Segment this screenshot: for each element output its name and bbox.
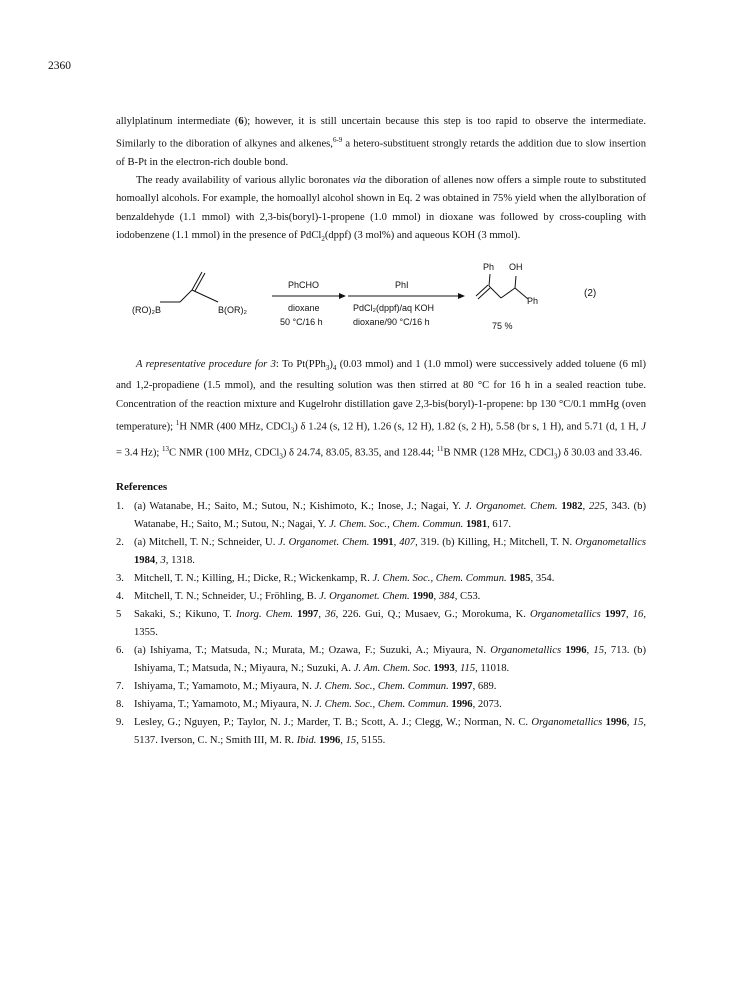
- paragraph-1: allylplatinum intermediate (6); however, it is still uncertain because this step is too rapid to observe the intermediate. Similarly to the diboration of alkynes and alkenes,$^{6-9}$ a hetero-substituent strongly retards the addition due to slow insertion of B-Pt in the electron-rich double bond.: [116, 116, 647, 168]
- step2-reagent-label: PhI: [395, 280, 409, 290]
- step1-conditions-label: 50 °C/16 h: [280, 317, 323, 327]
- procedure-paragraph: A representative procedure for 3: To $Pt(PPh_3)_4$ (0.03 mmol) and 1 (1.0 mmol) were successively added toluene (6 ml) and 1,2-propadiene (1.5 mmol), and the resulting solution was then stirred at 80 °C for 16 h in a sealed reaction tube. Concentration of the reaction mixture and Kugelrohr distillation gave 2,3-bis(boryl)-1-propene: bp 130 °C/0.1 mmHg (oven temperature); $^1$H NMR (400 MHz, CDCl$_3$) δ 1.24 (s, 12 H), 1.26 (s, 12 H), 1.82 (s, 2 H), 5.58 (br s, 1 H), and 5.71 (d, 1 H, J = 3.4 Hz); $^{13}$C NMR (100 MHz, CDCl$_3$) δ 24.74, 83.05, 83.35, and 128.44; $^{11}$B NMR (128 MHz, CDCl$_3$) δ 30.03 and 33.46.: [116, 359, 646, 461]
- references-title: References: [116, 481, 168, 493]
- reactant-left-label: (RO)₂B: [132, 305, 161, 315]
- reference-item: 2. (a) Mitchell, T. N.; Schneider, U. J. Organomet. Chem. 1991, 407, 319. (b) Killing, H.; Mitchell, T. N. Organometallics 1984, 3, 1318.: [116, 537, 646, 566]
- product-bond-2: [489, 274, 490, 286]
- body-text: [116, 113, 646, 248]
- step1-reagent-label: PhCHO: [288, 280, 320, 290]
- reactant-right-label: B(OR)₂: [218, 305, 247, 315]
- reaction-scheme: [110, 262, 630, 346]
- reference-item: 3. Mitchell, T. N.; Killing, H.; Dicke, R.; Wickenkamp, R. J. Chem. Soc., Chem. Commun. 1985, 354.: [116, 573, 555, 584]
- arrow-2-head: [458, 293, 465, 299]
- yield-label: 75 %: [492, 321, 513, 331]
- product-bond-4: [515, 276, 516, 288]
- product-bond-1: [489, 286, 501, 298]
- references-section: [116, 481, 646, 750]
- product-oh-label: OH: [509, 262, 523, 272]
- reference-item: 8. Ishiyama, T.; Yamamoto, M.; Miyaura, N. J. Chem. Soc., Chem. Commun. 1996, 2073.: [116, 699, 502, 710]
- step2-conditions-label: dioxane/90 °C/16 h: [353, 317, 430, 327]
- equation-number: (2): [584, 288, 597, 299]
- paragraph-2: The ready availability of various allylic boronates via the diboration of allenes now offers a simple route to substituted homoallyl alcohols. For example, the homoallyl alcohol shown in Eq. 2 was obtained in 75% yield when the allylboration of benzaldehyde (1.1 mmol) with 2,3-bis(boryl)-1-propene (1.0 mmol) in dioxane was followed by cross-coupling with iodobenzene (1.1 mmol) in the presence of PdCl$_2$(dppf) (3 mol%) and aqueous KOH (3 mmol).: [116, 175, 646, 243]
- step1-solvent-label: dioxane: [288, 303, 320, 313]
- product-ph-right-label: Ph: [527, 296, 539, 306]
- product-ph-top-label: Ph: [483, 262, 495, 272]
- procedure-label: A representative procedure for 3: [136, 359, 276, 370]
- step2-catalyst-label: PdCl₂(dppf)/aq KOH: [353, 303, 435, 313]
- page-number: 2360: [48, 60, 71, 72]
- reference-item: 1. (a) Watanabe, H.; Saito, M.; Sutou, N.; Kishimoto, K.; Inose, J.; Nagai, Y. J. Organomet. Chem. 1982, 225, 343. (b) Watanabe, H.; Saito, M.; Sutou, N.; Nagai, Y. J. Chem. Soc., Chem. Commun. 1981, 617.: [116, 501, 646, 530]
- reference-item: 9. Lesley, G.; Nguyen, P.; Taylor, N. J.; Marder, T. B.; Scott, A. J.; Clegg, W.; Norman, N. C. Organometallics 1996, 15, 5137. Iverson, C. N.; Smith III, M. R. Ibid. 1996, 15, 5155.: [116, 717, 647, 746]
- reference-item: 5 Sakaki, S.; Kikuno, T. Inorg. Chem. 1997, 36, 226. Gui, Q.; Musaev, G.; Morokuma, K. Organometallics 1997, 16, 1355.: [116, 609, 646, 638]
- reference-item: 6. (a) Ishiyama, T.; Matsuda, N.; Murata, M.; Ozawa, F.; Suzuki, A.; Miyaura, N. Organometallics 1996, 15, 713. (b) Ishiyama, T.; Matsuda, N.; Miyaura, N.; Suzuki, A. J. Am. Chem. Soc. 1993, 115, 11018.: [116, 645, 646, 674]
- product-double-bond-a: [476, 285, 488, 296]
- product-double-bond-b: [478, 288, 490, 299]
- reference-item: 4. Mitchell, T. N.; Schneider, U.; Fröhling, B. J. Organomet. Chem. 1990, 384, C53.: [116, 591, 481, 602]
- arrow-1-head: [339, 293, 346, 299]
- reactant-bond-3: [192, 290, 218, 302]
- product-bond-3: [501, 288, 515, 298]
- reference-item: 7. Ishiyama, T.; Yamamoto, M.; Miyaura, N. J. Chem. Soc., Chem. Commun. 1997, 689.: [116, 681, 497, 692]
- reactant-bond-2: [180, 290, 192, 302]
